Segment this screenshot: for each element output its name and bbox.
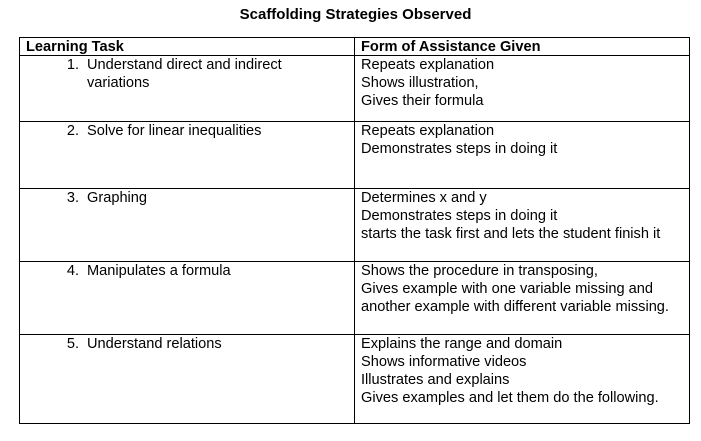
assistance-item: Determines x and y [361, 190, 487, 206]
assistance-item: Gives example with one variable missing and another example with different variable missing. [361, 281, 669, 315]
assistance-item: Illustrates and explains [361, 372, 510, 388]
assistance-cell [355, 189, 690, 262]
assistance-item: Demonstrates steps in doing it [361, 208, 558, 224]
task-text: Understand direct and indirect variations [87, 57, 282, 91]
assistance-item: Shows the procedure in transposing, [361, 263, 598, 279]
assistance-cell [355, 122, 690, 189]
assistance-item: Shows illustration, [361, 75, 479, 91]
assistance-item: starts the task first and lets the student finish it [361, 226, 661, 242]
task-text: Solve for linear inequalities [87, 123, 262, 139]
scaffolding-table [19, 37, 690, 424]
column-header-form-of-assistance: Form of Assistance Given [355, 38, 690, 56]
assistance-item: Shows informative videos [361, 354, 527, 370]
table-row [20, 262, 690, 335]
assistance-item: Repeats explanation [361, 57, 495, 73]
column-header-learning-task: Learning Task [20, 38, 355, 56]
task-text: Manipulates a formula [87, 263, 231, 279]
learning-task-cell [20, 262, 355, 335]
task-number: 3. [66, 190, 79, 206]
task-number: 1. [66, 57, 79, 73]
learning-task-cell [20, 122, 355, 189]
table-row [20, 189, 690, 262]
learning-task-cell [20, 335, 355, 424]
assistance-cell [355, 56, 690, 122]
assistance-item: Demonstrates steps in doing it [361, 141, 558, 157]
task-number: 2. [66, 123, 79, 139]
assistance-cell [355, 262, 690, 335]
task-number: 5. [66, 336, 79, 352]
learning-task-cell [20, 189, 355, 262]
assistance-item: Gives examples and let them do the following. [361, 390, 659, 406]
task-text: Graphing [87, 190, 148, 206]
assistance-cell [355, 335, 690, 424]
table-row [20, 122, 690, 189]
table-row [20, 56, 690, 122]
header-row [20, 38, 690, 56]
learning-task-cell [20, 56, 355, 122]
assistance-item: Gives their formula [361, 93, 484, 109]
assistance-item: Explains the range and domain [361, 336, 563, 352]
table-row [20, 335, 690, 424]
task-number: 4. [66, 263, 79, 279]
table-title: Scaffolding Strategies Observed [239, 6, 472, 23]
assistance-item: Repeats explanation [361, 123, 495, 139]
task-text: Understand relations [87, 336, 222, 352]
